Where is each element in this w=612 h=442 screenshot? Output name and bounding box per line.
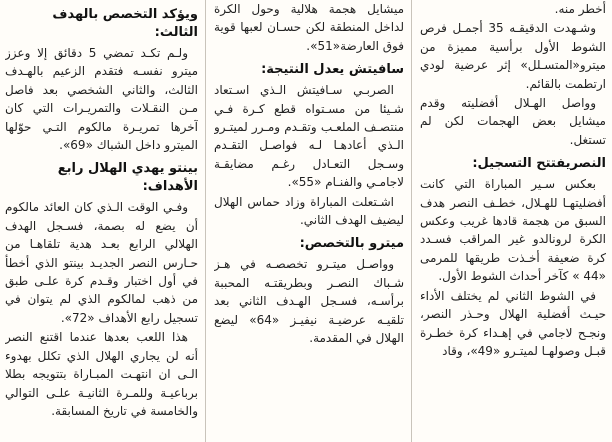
paragraph: وفـي الوقت الـذي كان العائد مالكوم أن يضع له بصمة، فسـجل الهدف الهلالي الرابع بعـد هدية تلقاهـا من حـارس النصر الجديـد بينتو الذي أخطأ في أول اختبار وقـدم كرة علـى طبق من ذهب لمالكوم الذي لم يتوان في تسجيل رابع الأهداف «72». (5, 200, 198, 325)
article-column-right (420, 0, 606, 442)
paragraph: وواصـل ميتـرو تخصصـه في هـز شـباك النصـر وبطريقتـه المحببة برأسـه، فسـجل الهـدف الثاني بعد تلقيـه عرضيـة نيفيـز «64» ليضع الهلال في المقدمة. (214, 257, 404, 346)
paragraph: وشـهدت الدقيقـه 35 أجمـل فرص الشوط الأول برأسية مميزة من ميترو«المتسـلل» إثر عرضية لودي ارتطمت بالقائم. (420, 21, 606, 91)
section-heading: النصريفتتح التسجيل: (472, 156, 606, 172)
column-divider (205, 0, 206, 442)
paragraph: أخطر منه. (554, 2, 606, 16)
paragraph: وواصل الهـلال أفضليته وقدم ميشايل بعض الهجمات لكن لم تستغل. (420, 96, 606, 147)
section-heading: بينتو يهدي الهلال رابع الأهداف: (57, 161, 198, 195)
paragraph: اشـتعلت المباراة وزاد حماس الهلال ليضيف الهدف الثاني. (214, 194, 404, 228)
article-column-left (5, 0, 198, 442)
paragraph: ولـم تكـد تمضي 5 دقائق إلا وعزز ميترو نفسـه فتقدم الزعيم بالهـدف الثالث، والثاني الشخصي بعد فاصل مـن النقـلات والتمريـرات التي كان آخرها تمريـرة مالكوم التـي حوّلها الميترو داخل الشباك «69». (5, 46, 198, 153)
paragraph: الصربـي سـافيتش الـذي اسـتعاد شـيئا من مسـتواه قطع كـرة فـي منتصـف الملعـب وتقـدم ومـرر لميتـرو الـذي أعادهـا لـه فواصـل التقـدم وسـجل التعـادل رغـم مضايقـة لاجامـي والفنـام «55». (214, 83, 404, 190)
column-divider (411, 0, 412, 442)
paragraph: هذا اللعب بعدها عندما اقتنع النصر أنه لن يجاري الهلال الذي تكلل بهدوء الـى ان انتهـت المبـاراة بتتويجه بطلا برباعيـة وللمـرة الثانيـة علـى التوالي والخامسة في تاريخ المسابقة. (5, 330, 198, 418)
article-column-middle (214, 0, 404, 442)
section-heading: ميترو بالتخصص: (299, 236, 404, 252)
section-heading: ويؤكد التخصص بالهدف الثالث: (52, 7, 198, 40)
paragraph: في الشوط الثاني لم يختلف الأداء حيـث أفضلية الهلال وحـذر النصر، ونجـح لاجامي في إهـداء كرة خطـرة قبـل وصولهـا لميتـرو «49»، وقاد (420, 288, 606, 358)
paragraph: ميشايل هجمة هلالية وحول الكرة لداخل المنطقة لكن حسـان لعبها قوية فوق العارضة«51». (214, 2, 404, 53)
paragraph: بعكس سـير المباراة التي كانت أفضليتهـا للهـلال، خطـف النصر هدف السبق من هجمة قادها غريب وعكس الكرة لرونالدو غير المراقب فسـدد كرة ضعيفة أخـذت طريقها للمرمى «44 » كآخر أحداث الشوط الأول. (420, 177, 606, 284)
section-heading: سافيتش يعدل النتيجة: (261, 62, 404, 78)
